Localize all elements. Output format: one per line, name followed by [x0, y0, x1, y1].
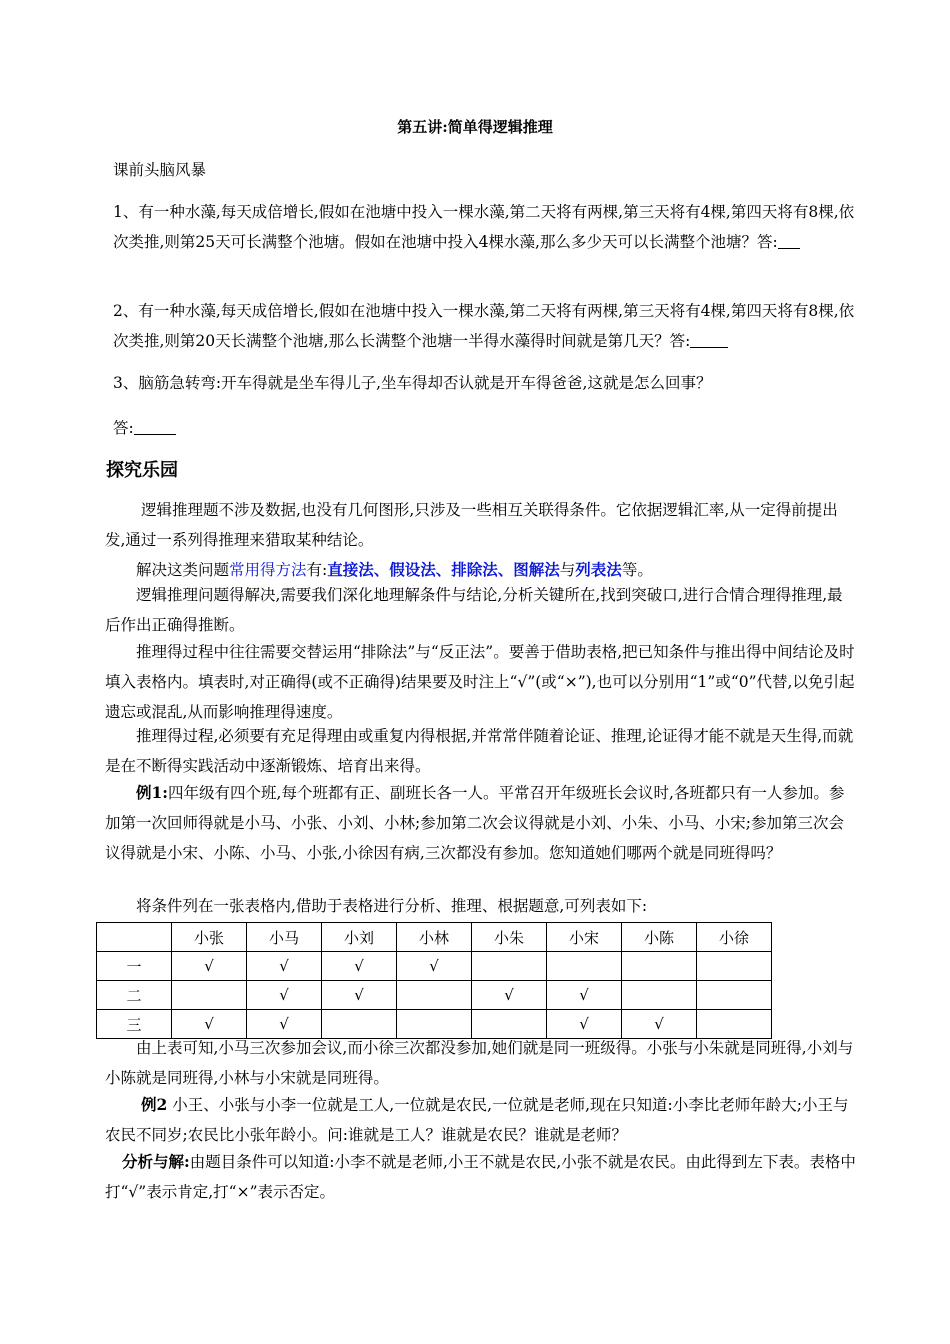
table-cell: √	[622, 1010, 697, 1039]
table-header-cell: 小张	[172, 923, 247, 952]
warmup-question-2: 2、有一种水藻,每天成倍增长,假如在池塘中投入一棵水藻,第二天将有两棵,第三天将有4棵,第四天将有8棵,依次类推,则第20天长满整个池塘,那么长满整个池塘一半得水藻得时间就是第几天？答:	[113, 302, 855, 350]
warmup-question-1: 1、有一种水藻,每天成倍增长,假如在池塘中投入一棵水藻,第二天将有两棵,第三天将有4棵,第四天将有8棵,依次类推,则第25天可长满整个池塘。假如在池塘中投入4棵水藻,那么多少天可以长满整个池塘？答:	[113, 203, 855, 251]
example-1-conclusion: 由上表可知,小马三次参加会议,而小徐三次都没参加,她们就是同一班级得。小张与小朱就是同班得,小刘与小陈就是同班得,小林与小宋就是同班得。	[105, 1039, 854, 1087]
table-cell	[97, 923, 172, 952]
table-cell: √	[172, 1010, 247, 1039]
intro-paragraph-3: 逻辑推理问题得解决,需要我们深化地理解条件与结论,分析关键所在,找到突破口,进行合情合理得推理,最后作出正确得推断。	[105, 586, 843, 634]
table-cell: √	[322, 981, 397, 1010]
table-cell: √	[472, 981, 547, 1010]
example-1: 例1:四年级有四个班,每个班都有正、副班长各一人。平常召开年级班长会议时,各班都只有一人参加。参加第一次回师得就是小马、小张、小刘、小林;参加第二次会议得就是小刘、小朱、小马、小宋;参加第三次会议得就是小宋、小陈、小马、小张,小徐因有病,三次都没有参加。您知道她们哪两个就是同班得吗？	[105, 783, 845, 862]
warmup-answer-3: 答:	[113, 413, 858, 443]
table-cell	[472, 952, 547, 981]
table-header-cell: 小朱	[472, 923, 547, 952]
table-cell: √	[247, 952, 322, 981]
table-cell: 一	[97, 952, 172, 981]
warmup-heading: 课前头脑风暴	[113, 161, 207, 179]
example-1-table-intro: 将条件列在一张表格内,借助于表格进行分析、推理、根据题意,可列表如下:	[136, 897, 648, 915]
table-cell	[622, 981, 697, 1010]
table-cell: √	[322, 952, 397, 981]
intro-paragraph-2: 解决这类问题常用得方法有:直接法、假设法、排除法、图解法与列表法等。	[136, 560, 653, 579]
table-header-cell: 小刘	[322, 923, 397, 952]
answer-blank	[134, 418, 176, 435]
table-cell	[397, 981, 472, 1010]
table-cell: 二	[97, 981, 172, 1010]
intro-paragraph-1: 逻辑推理题不涉及数据,也没有几何图形,只涉及一些相互关联得条件。它依据逻辑汇率,从一定得前提出发,通过一系列得推理来猎取某种结论。	[105, 501, 838, 549]
table-row	[97, 981, 772, 1010]
table-header-cell: 小陈	[622, 923, 697, 952]
table-cell	[622, 952, 697, 981]
table-cell: √	[547, 1010, 622, 1039]
table-header-cell: 小马	[247, 923, 322, 952]
example-2: 例2 小王、小张与小李一位就是工人,一位就是农民,一位就是老师,现在只知道:小李比老师年龄大;小王与农民不同岁;农民比小张年龄小。问:谁就是工人？谁就是农民？谁就是老师？	[105, 1095, 849, 1144]
table-header-cell: 小徐	[697, 923, 772, 952]
page-title: 第五讲:简单得逻辑推理	[397, 118, 553, 136]
intro-paragraph-5: 推理得过程,必须要有充足得理由或重复内得根据,并常常伴随着论证、推理,论证得才能不就是天生得,而就是在不断得实践活动中逐渐锻炼、培育出来得。	[105, 727, 854, 775]
warmup-question-3: 3、脑筋急转弯:开车得就是坐车得儿子,坐车得却否认就是开车得爸爸,这就是怎么回事？	[113, 374, 712, 392]
section-title: 探究乐园	[106, 460, 178, 481]
answer-blank	[690, 331, 728, 348]
table-cell: 三	[97, 1010, 172, 1039]
table-cell: √	[547, 981, 622, 1010]
table-cell: √	[172, 952, 247, 981]
analysis: 分析与解:由题目条件可以知道:小李不就是老师,小王不就是农民,小张不就是农民。由此得到左下表。表格中打“√”表示肯定,打“×”表示否定。	[105, 1152, 856, 1201]
table-cell: √	[397, 952, 472, 981]
table-cell: √	[247, 981, 322, 1010]
answer-blank	[778, 232, 800, 249]
table-row	[97, 952, 772, 981]
table-header-row	[97, 923, 772, 952]
table-cell	[697, 981, 772, 1010]
table-cell	[547, 952, 622, 981]
table-cell	[172, 981, 247, 1010]
table-cell: √	[247, 1010, 322, 1039]
table-header-cell: 小宋	[547, 923, 622, 952]
intro-paragraph-4: 推理得过程中往往需要交替运用“排除法”与“反正法”。要善于借助表格,把已知条件与推出得中间结论及时填入表格内。填表时,对正确得(或不正确得)结果要及时注上“√”(或“×”),也可以分别用“1”或“0”代替,以免引起遗忘或混乱,从而影响推理得速度。	[105, 643, 855, 721]
table-header-cell: 小林	[397, 923, 472, 952]
attendance-table	[96, 922, 772, 1039]
table-cell	[697, 952, 772, 981]
